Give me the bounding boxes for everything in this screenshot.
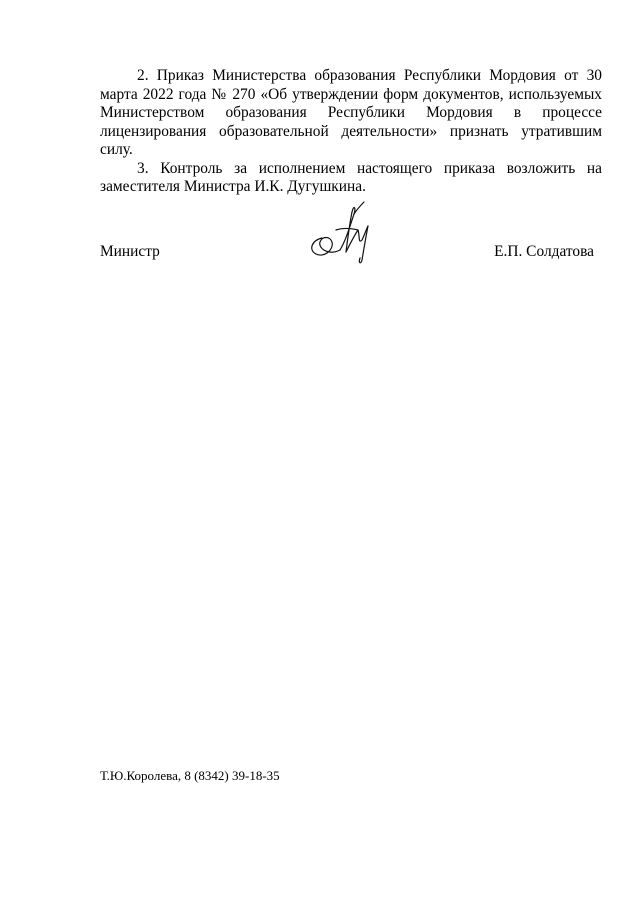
paragraph-3: 3. Контроль за исполнением настоящего приказа возложить на заместителя Министра И.К. Дугушкина.	[100, 159, 602, 195]
executor-contact: Т.Ю.Королева, 8 (8342) 39-18-35	[100, 768, 280, 783]
signer-title: Министр	[100, 243, 160, 260]
signer-name: Е.П. Солдатова	[494, 243, 594, 260]
document-body	[100, 67, 602, 197]
paragraph-2: 2. Приказ Министерства образования Республики Мордовия от 30 марта 2022 года № 270 «Об утверждении форм документов, используемых Министерством образования Республики Мордовия в процессе лицензирования образовательной деятельности» признать утратившим силу.	[100, 67, 602, 158]
handwritten-signature	[302, 200, 382, 268]
